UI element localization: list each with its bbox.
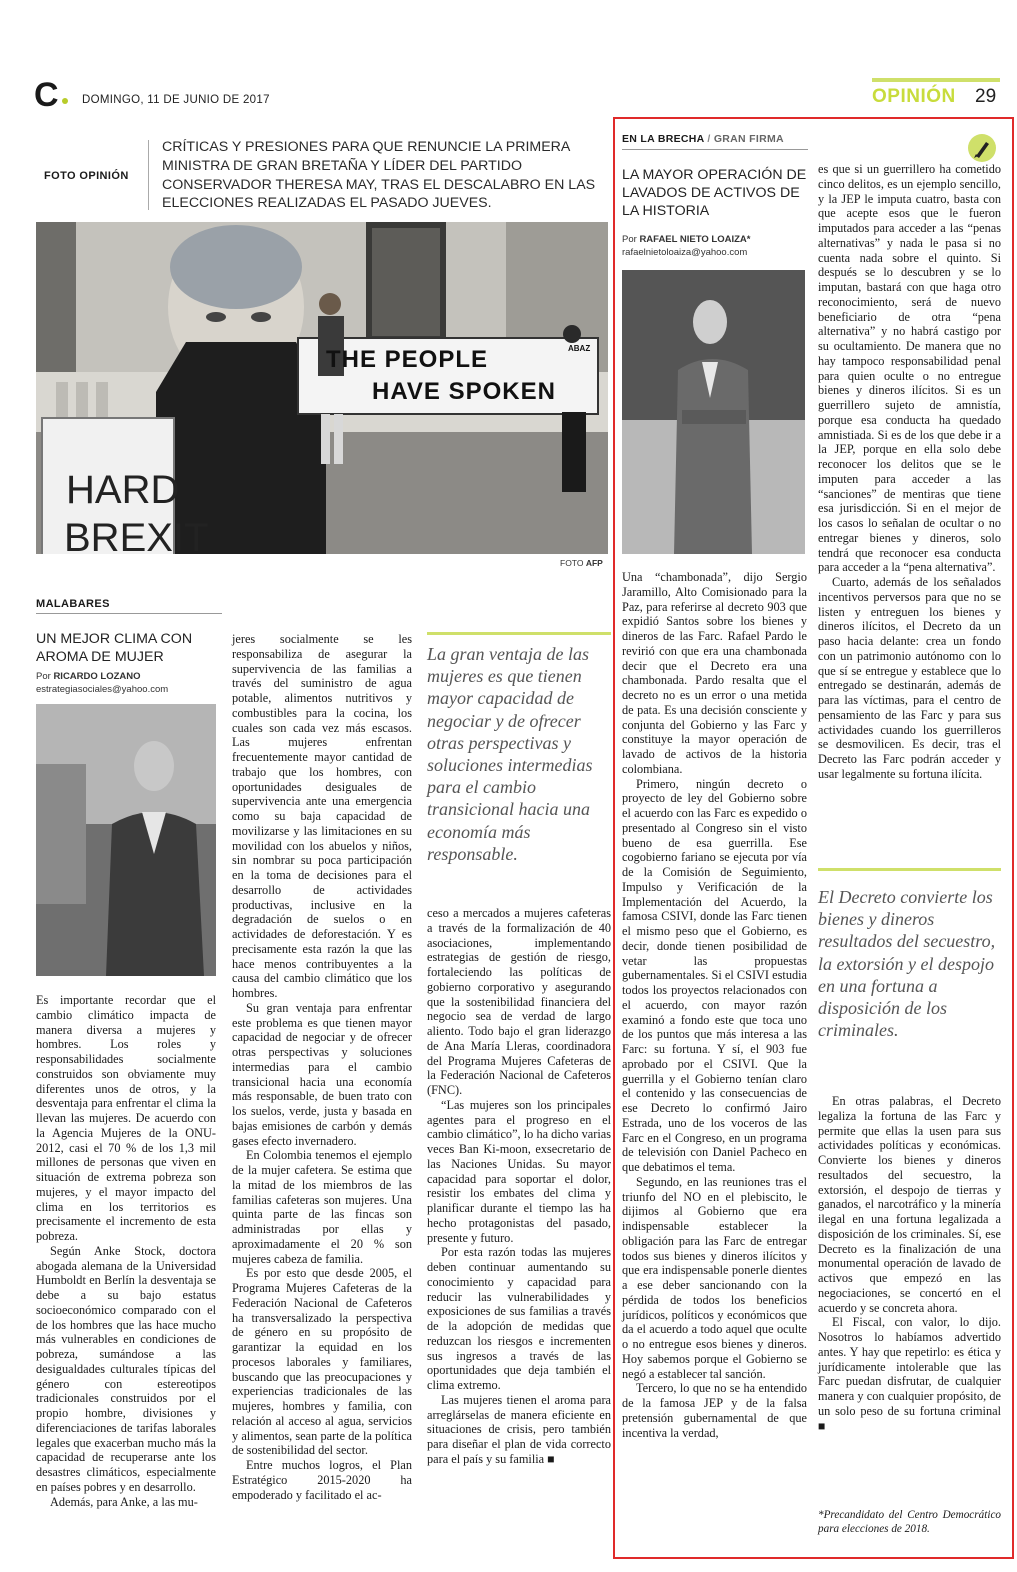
photo-caption: CRÍTICAS Y PRESIONES PARA QUE RENUNCIE LA PRIMERA MINISTRA DE GRAN BRETAÑA Y LÍDER DEL PARTIDO CONSERVADOR THERESA MAY, TRAS EL DESCALABRO EN LAS ELECCIONES REALIZADAS EL PASADO JUEVES. <box>162 139 596 212</box>
sign-line-1: HARD <box>66 468 180 512</box>
paragraph: Cuarto, además de los señalados incentivos perversos para que no se listen y entreguen los bienes y dineros ilícitos, el Decreto da un paso hacia delante: crea un fondo con un patrimonio autónomo con lo que sí se entregue y establece que lo entregado se destinarán, además de para las víctimas, para el centro de pensamiento de las Farc y para sus actividades cuando los guerrilleros se desmovilicen. Es decir, tras el Decreto las Farc podrán acceder y usar legalmente su fortuna ilícita. <box>818 575 1001 781</box>
paragraph: Las mujeres tienen el aroma para arreglárselas de manera eficiente en situaciones de crisis, pero también para diseñar el plan de vida correcto para el país y su familia ■ <box>427 1392 611 1466</box>
paragraph: Una “chambonada”, dijo Sergio Jaramillo, Alto Comisionado para la Paz, para referirse al decreto 903 que expidió Santos sobre los bienes y dineros de las Farc. Rafael Pardo le revirió con que era una chambonada decir que el Decreto era una chambonada. Pardo resalta que el decreto no es un error o una metida de pata. Es una decisión consciente y conjunta del Gobierno y las Farc y constituye la mayor operación de lavado de activos de la historia colombiana. <box>622 570 807 776</box>
paragraph: ceso a mercados a mujeres cafeteras a través de la formalización de 40 asociaciones, implementando estrategias de gestión de riesgo, fortaleciendo las políticas de gobierno corporativo y asegurando que la sostenibilidad financiera del negocio sea de verdad de largo aliento. Todo bajo el gran liderazgo de Ana María Lleras, coordinadora del Programa Mujeres Cafeteras de la Federación Nacional de Cafeteros (FNC). <box>427 906 611 1097</box>
section-rule <box>622 149 808 150</box>
article-column-6 <box>818 1094 1001 1433</box>
section-rule <box>36 613 222 614</box>
photo-credit <box>560 558 603 568</box>
author-portrait <box>36 704 216 976</box>
section-accent-bar <box>872 78 1000 82</box>
author-email[interactable]: rafaelnietoloaiza@yahoo.com <box>622 247 748 258</box>
author-portrait <box>622 270 805 554</box>
article-byline <box>622 234 750 245</box>
caption-divider <box>148 140 149 210</box>
article-column-5 <box>818 162 1001 782</box>
article-title: LA MAYOR OPERACIÓN DE LAVADOS DE ACTIVOS DE LA HISTORIA <box>622 167 807 220</box>
paragraph: Según Anke Stock, doctora abogada alemana de la Universidad Humboldt en Berlín la desventaja se debe a su bajo estatus socioeconómico comparado con el de los hombres que las hace mucho más vulnerables en condiciones de pobreza, sumándose a las desigualdades culturales típicas del género con estereotipos tradicionales construidos por el propio hombre, divisiones y diferenciaciones de tarifas laborales legales que exacerban mucho más la capacidad de recuperarse ante los desastres climáticos, especialmente en países pobres y en desarrollo. <box>36 1243 216 1494</box>
paragraph: Además, para Anke, a las mu- <box>50 1494 198 1509</box>
column-subname: GRAN FIRMA <box>713 133 784 145</box>
pen-icon <box>968 134 996 162</box>
portrait-illustration <box>622 270 805 554</box>
paragraph: En otras palabras, el Decreto legaliza la fortuna de las Farc y permite que ellas la usen para sus actividades políticas y económicas. Convierte los bienes y dineros resultados del secuestro, la extorsión, el despojo de tierras y ganados, el narcotráfico y la minería ilegal en una fortuna legalizada a disposición de los criminales. Sí, ese Decreto es la finalización de una monumental operación de lavado de activos que empezó en las negociaciones, se concertó en el acuerdo y se concreta ahora. <box>818 1094 1001 1315</box>
paragraph: Entre muchos logros, el Plan Estratégico 2015-2020 ha empoderado y facilitado el ac- <box>232 1458 412 1502</box>
label-separator: / <box>704 133 714 145</box>
author-name: RAFAEL NIETO LOAIZA* <box>639 234 751 245</box>
foto-opinion-label: FOTO OPINIÓN <box>44 170 129 182</box>
article-byline <box>36 671 141 682</box>
paragraph: Tercero, lo que no se ha entendido de la famosa JEP y de la falsa pretensión gubernamental de que incentiva la verdad, <box>622 1381 807 1440</box>
logo-dot <box>62 98 68 104</box>
photo-credit-prefix: FOTO <box>560 558 586 568</box>
author-email[interactable]: estrategiasociales@yahoo.com <box>36 684 169 695</box>
author-name: RICARDO LOZANO <box>53 671 141 682</box>
paragraph: Es importante recordar que el cambio climático impacta de manera diversa a mujeres y hombres. Los roles y responsabilidades socialmente construidos son obviamente muy diferentes unos de otros, y la desventaja para enfrentar el clima la llevan las mujeres. De acuerdo con la Agencia Mujeres de la ONU-2012, casi el 70 % de los 1,3 mil millones de personas que viven en situación de extrema pobreza son mujeres, y el mayor impacto del clima en los territorios es precisamente el incremento de esta pobreza. <box>36 993 216 1243</box>
paragraph: Es por esto que desde 2005, el Programa Mujeres Cafeteras de la Federación Nacional de Cafeteros ha transversalizado la perspectiva de género en su propósito de garantizar la equidad en los procesos laborales y familiares, buscando que las preocupaciones y experiencias tradicionales de las mujeres, hombres y familia, con relación al acceso al agua, servicios y alimentos, sean parte de la política de sostenibilidad del sector. <box>232 1266 412 1458</box>
article-column-1 <box>36 993 216 1509</box>
paragraph: Segundo, en las reuniones tras el triunfo del NO en el plebiscito, le dijimos al Gobierno que era indispensable establecer la obligación para las Farc de entregar todos sus bienes y dineros ilícitos y que era indispensable ponerle dientes a ese deber sancionando con la pérdida de todos los beneficios jurídicos, políticos y económicos que da el acuerdo a todo aquel que oculte o no entregue esos bienes y dineros. Hoy sabemos porque el Gobierno se negó a establecer tal sanción. <box>622 1174 807 1381</box>
byline-prefix: Por <box>36 671 54 682</box>
paragraph: “Las mujeres son los principales agentes para el progreso en el cambio climático”, lo ha dicho varias veces Ban Ki-moon, exsecretario de las Naciones Unidas. Su mayor capacidad para soportar el dolor, resistir los embates del clima y planificar durante el tiempo las ha hecho protagonistas del pasado, presente y futuro. <box>427 1097 611 1245</box>
article-column-3 <box>427 906 611 1467</box>
pull-quote-rule <box>427 632 611 635</box>
paragraph: El Fiscal, con valor, lo dijo. Nosotros lo habíamos advertido antes. Y hay que repetirlo: es ética y jurídicamente intolerable que las Farc puedan disfrutar, de cualquier manera y con cualquier propósito, de un solo peso de su fortuna criminal ■ <box>818 1315 1001 1433</box>
page-number: 29 <box>975 86 997 107</box>
paragraph: jeres socialmente se les responsabiliza de asegurar la supervivencia de las familias a través del suministro de agua potable, alimentos nutritivos y combustibles para la cocina, los cuales son cada vez más escasos. Las mujeres enfrentan frecuentemente mayor cantidad de trabajo que los hombres, con oportunidades desiguales de supervivencia ante una emergencia como su baja capacidad de movilizarse y las limitaciones en su movilidad con los abuelos y niños, sin nombrar su poca participación en la toma de decisiones para el desarrollo de actividades productivas, inclusive en la degradación de suelos o en actividades de deforestación. Y es precisamente esta razón la que las hace menos contribuyentes a la causa del cambio climático que los hombres. <box>232 632 412 1000</box>
paragraph: En Colombia tenemos el ejemplo de la mujer cafetera. Se estima que la mitad de los miembros de las familias cafeteras son mujeres. Una quinta parte de las fincas son administradas por ellas y aproximadamente el 20 % son mujeres cabeza de familia. <box>232 1148 412 1266</box>
photo-credit-agency: AFP <box>585 558 603 568</box>
malabares-label: MALABARES <box>36 598 110 610</box>
pull-quote: El Decreto convierte los bienes y dineros resultados del secuestro, la extorsión y el despojo en una fortuna a disposición de los criminales. <box>818 887 996 1041</box>
banner-logo: ABAZ <box>568 344 591 353</box>
article-column-4 <box>622 570 807 1440</box>
banner-line-1: THE PEOPLE <box>326 346 489 373</box>
paragraph: Su gran ventaja para enfrentar este problema es que tienen mayor capacidad de negociar y de ofrecer otras perspectivas y soluciones intermedias para el cambio transicional hacia una economía más responsable, de buen trato con los suelos, verde, justa y basada en bajas emisiones de carbón y demás gases efecto invernadero. <box>232 1000 412 1148</box>
sign-line-2: BREXIT <box>64 516 209 554</box>
column-name: EN LA BRECHA <box>622 133 705 145</box>
article-title: UN MEJOR CLIMA CON AROMA DE MUJER <box>36 631 193 665</box>
author-footnote: *Precandidato del Centro Democrático para elecciones de 2018. <box>818 1509 1001 1535</box>
news-photo <box>36 222 608 554</box>
paragraph: es que si un guerrillero ha cometido cinco delitos, es un ejemplo sencillo, y la JEP le imputa cuatro, basta con que acepte esos que le fueron imputados para acceder a las “penas alternativas” y nada le pasa si no cuenta nada sobre el quinto. Si después se lo descubren y se lo imputan, bastará con que haga otro reconocimiento, será de nuevo beneficiario de otra “pena alternativa” y no habrá castigo por su ocultamiento. De manera que no hay tampoco responsabilidad penal para quien oculte o no entregue bienes y dineros ilícitos. Si es un guerrillero sujeto de amnistía, porque esa conducta ha quedado amnistiada. Si es de los que debe ir a la JEP, porque en ella solo debe reconocer los delitos que se le imputen para acceder a las “sanciones” de mentiras que tiene esa jurisdicción. Si en el mejor de los casos lo señalan de ocultar o no entregar bienes y dineros, solo tendrá que reconocer esa conducta para acceder a la “pena alternativa”. <box>818 162 1001 575</box>
article-column-2 <box>232 632 412 1502</box>
pull-quote-rule <box>818 868 1001 871</box>
pull-quote: La gran ventaja de las mujeres es que tienen mayor capacidad de negociar y de ofrecer otras perspectivas y soluciones intermedias para el cambio transicional hacia una economía más responsable. <box>427 644 593 864</box>
section-title: OPINIÓN <box>872 86 956 107</box>
paragraph: Por esta razón todas las mujeres deben continuar aumentando su conocimiento y capacidad para reducir las vulnerabilidades y exposiciones de sus familias a través de la adopción de medidas que reduzcan los riesgos e incrementen sus ingresos a través de las oportunidades que deja también el clima extremo. <box>427 1245 611 1392</box>
column-label <box>622 133 784 145</box>
byline-prefix: Por <box>622 234 640 245</box>
pen-icon-glyph <box>968 134 996 162</box>
portrait-illustration <box>36 704 216 976</box>
banner-line-2: HAVE SPOKEN <box>372 378 556 405</box>
paragraph: Primero, ningún decreto o proyecto de ley del Gobierno sobre el acuerdo con las Farc es expedido o presentado al Congreso sin el visto bueno de esa guerrilla. Ese cogobierno farianо se ejecuta por vía de la Comisión de Seguimiento, Impulso y Verificación de la Implementación del Acuerdo, la famosa CSIVI, donde las Farc tienen el mismo peso que el Gobierno, es decir, donde tienen posibilidad de vetar las propuestas gubernamentales. Si el CSIVI estudia todos los proyectos relacionados con el acuerdo, con mayor razón examinó a fondo este que toca uno de los puntos que más interesa a las Farc: su fortuna. Y sí, el 903 fue aprobado por el CSIVI. Que la guerrilla y el Gobierno tenían claro el contenido y las consecuencias de ese Decreto lo confirmó Jairo Estrada, uno de los voceros de las Farc en el Congreso, en un programa de televisión con Daniel Pacheco en que debatimos el tema. <box>622 776 807 1174</box>
issue-date: DOMINGO, 11 DE JUNIO DE 2017 <box>82 94 270 106</box>
newspaper-logo: C <box>34 76 59 114</box>
